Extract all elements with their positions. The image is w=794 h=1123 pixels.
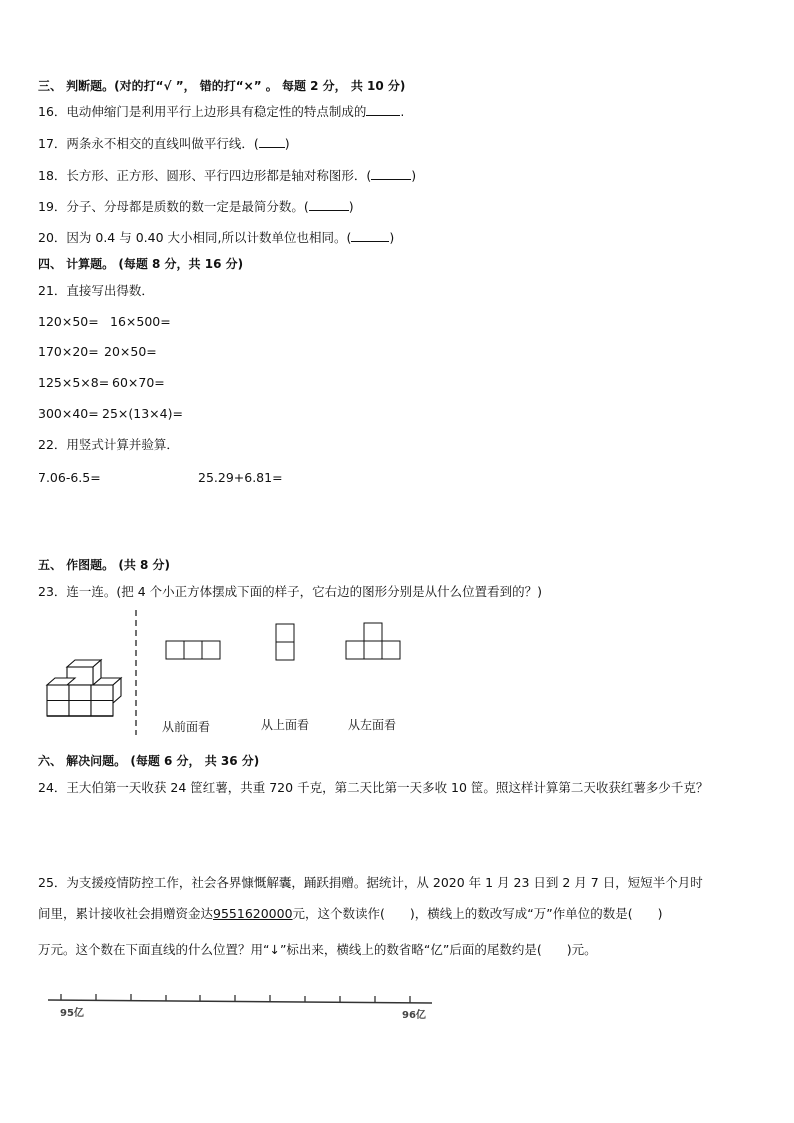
question-16-text: 16．电动伸缩门是利用平行上边形具有稳定性的特点制成的 [38, 104, 367, 119]
close-paren: ) [348, 199, 354, 214]
answer-blank[interactable] [309, 199, 349, 211]
calc-item: 7.06-6.5= [38, 470, 101, 485]
close-paren: ) [389, 230, 395, 245]
close-paren: ) [284, 136, 290, 151]
question-18 [38, 168, 416, 184]
front-view-figure [165, 640, 223, 662]
question-22: 22．用竖式计算并验算． [38, 437, 179, 452]
question-20-text: 20．因为 0.4 与 0.40 大小相同,所以计数单位也相同。( [38, 230, 352, 245]
calc-item: 300×40= [38, 406, 99, 421]
answer-blank[interactable] [366, 104, 400, 116]
dashed-divider [134, 610, 138, 735]
caption-left-view: 从左面看 [348, 718, 397, 732]
question-23: 23．连一连。(把 4 个小正方体摆成下面的样子，它右边的图形分别是从什么位置看到的？) [38, 584, 543, 599]
close-paren: ) [411, 168, 417, 183]
question-20 [38, 230, 394, 246]
question-17 [38, 136, 290, 152]
donation-amount: 9551620000 [213, 906, 293, 921]
calc-item: 60×70= [112, 375, 165, 390]
question-24: 24．王大伯第一天收获 24 筐红薯，共重 720 千克，第二天比第一天多收 10 筐。照这样计算第二天收获红薯多少千克？ [38, 780, 709, 795]
answer-blank[interactable] [351, 230, 389, 242]
question-16 [38, 104, 404, 120]
calc-item: 125×5×8= [38, 375, 110, 390]
question-25-text: 间里，累计接收社会捐赠资金达 [38, 906, 214, 921]
axis-label-left: 95亿 [60, 1008, 84, 1019]
number-line-ticks [61, 994, 410, 1003]
question-25-line-2 [38, 906, 663, 922]
section-3-heading: 三、 判断题。(对的打“√ ”， 错的打“×” 。 每题 2 分， 共 10 分) [38, 79, 406, 93]
section-5-heading: 五、 作图题。 (共 8 分) [38, 558, 171, 572]
answer-blank[interactable] [371, 168, 411, 180]
question-19-text: 19．分子、分母都是质数的数一定是最简分数。( [38, 199, 309, 214]
section-6-heading: 六、 解决问题。 (每题 6 分， 共 36 分) [38, 754, 260, 768]
top-view-figure [275, 623, 297, 663]
calc-item: 16×500= [110, 314, 171, 329]
calc-item: 25.29+6.81= [198, 470, 283, 485]
calc-item: 120×50= [38, 314, 99, 329]
number-line [48, 990, 438, 1006]
section-4-heading: 四、 计算题。 (每题 8 分，共 16 分) [38, 257, 244, 271]
left-view-figure [345, 622, 405, 662]
caption-top-view: 从上面看 [261, 718, 310, 732]
question-18-text: 18．长方形、正方形、圆形、平行四边形都是轴对称图形．( [38, 168, 372, 183]
axis-label-right: 96亿 [402, 1010, 426, 1021]
answer-blank[interactable] [259, 136, 285, 148]
calc-item: 170×20= [38, 344, 99, 359]
question-19 [38, 199, 354, 215]
question-25-text-cont: 元，这个数读作( )，横线上的数改写成“万”作单位的数是( ) [292, 906, 663, 921]
question-16-end: . [400, 104, 405, 119]
question-17-text: 17．两条永不相交的直线叫做平行线．( [38, 136, 259, 151]
calc-item: 20×50= [104, 344, 157, 359]
caption-front-view: 从前面看 [162, 720, 211, 734]
calc-item: 25×(13×4)= [102, 406, 183, 421]
question-25-line-1: 25．为支援疫情防控工作，社会各界慷慨解囊，踊跃捐赠。据统计，从 2020 年 1 月 23 日到 2 月 7 日，短短半个月时 [38, 875, 703, 890]
cube-stack-figure [40, 655, 130, 720]
question-25-line-3: 万元。这个数在下面直线的什么位置？用“↓”标出来，横线上的数省略“亿”后面的尾数约是( )元。 [38, 942, 597, 957]
question-21: 21．直接写出得数． [38, 283, 154, 298]
